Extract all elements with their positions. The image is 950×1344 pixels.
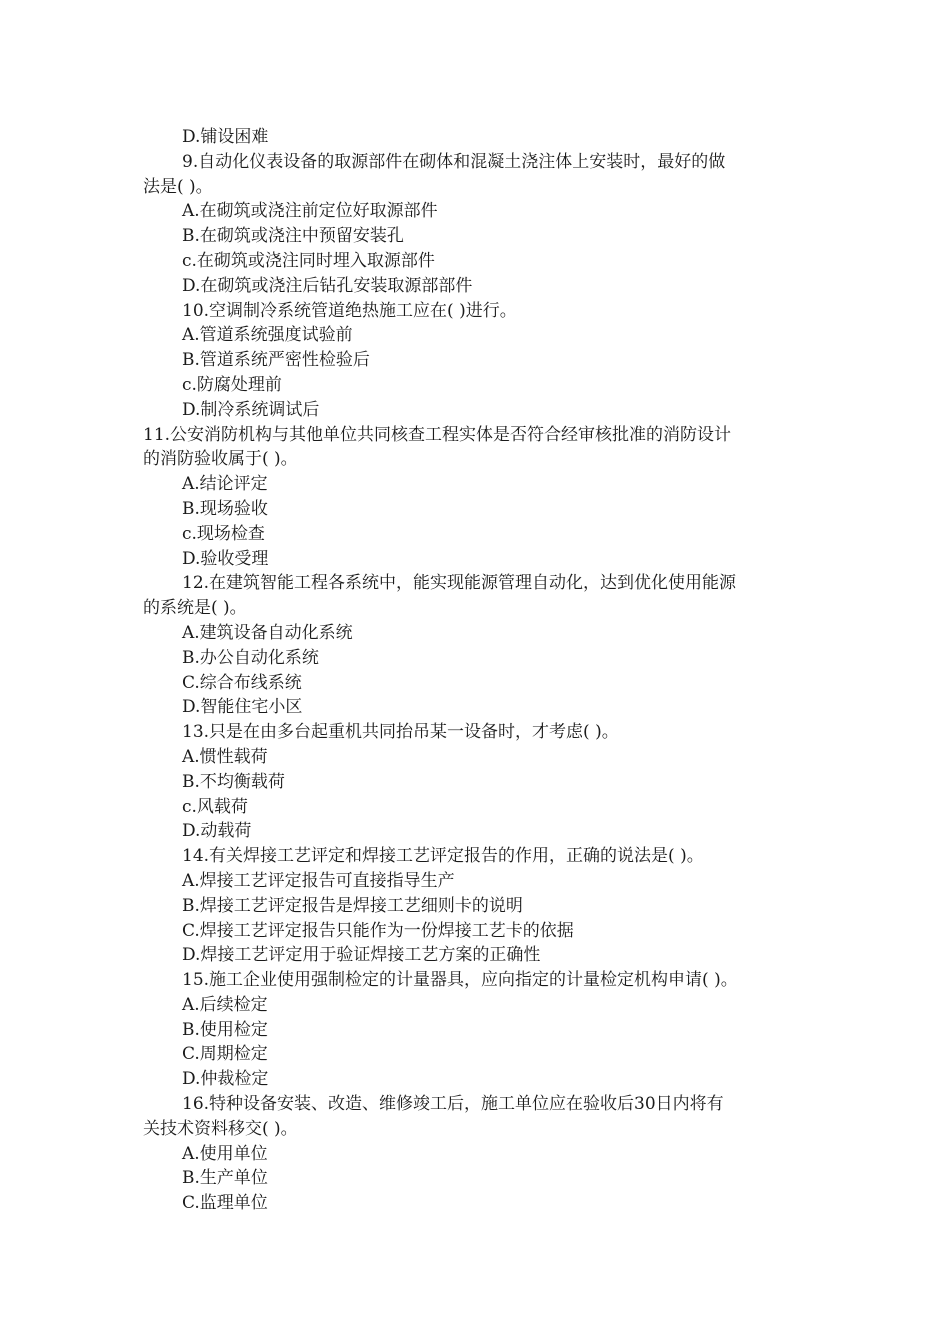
answer-option: B.使用检定 [182, 1019, 268, 1040]
answer-option: C.周期检定 [182, 1044, 268, 1065]
answer-option: A.使用单位 [182, 1143, 268, 1164]
answer-option: C.监理单位 [182, 1193, 268, 1214]
question-text-line: 法是( )。 [143, 176, 213, 197]
answer-option: D.制冷系统调试后 [182, 399, 320, 420]
answer-option: c.防腐处理前 [182, 374, 282, 395]
question-text-line: 的消防验收属于( )。 [143, 449, 298, 470]
answer-option: c.现场检查 [182, 523, 265, 544]
question-text-line: 11.公安消防机构与其他单位共同核查工程实体是否符合经审核批准的消防设计 [143, 424, 732, 445]
answer-option: B.焊接工艺评定报告是焊接工艺细则卡的说明 [182, 895, 523, 916]
answer-option: A.惯性载荷 [182, 746, 268, 767]
answer-option: C.综合布线系统 [182, 672, 302, 693]
answer-option: A.焊接工艺评定报告可直接指导生产 [182, 870, 455, 891]
answer-option: A.结论评定 [182, 474, 268, 495]
answer-option: C.焊接工艺评定报告只能作为一份焊接工艺卡的依据 [182, 920, 574, 941]
answer-option: B.管道系统严密性检验后 [182, 350, 370, 371]
answer-option: D.智能住宅小区 [182, 697, 303, 718]
question-text-line: 16.特种设备安装、改造、维修竣工后，施工单位应在验收后30日内将有 [182, 1094, 724, 1115]
answer-option: B.现场验收 [182, 498, 268, 519]
question-text-line: 15.施工企业使用强制检定的计量器具，应向指定的计量检定机构申请( )。 [182, 970, 738, 991]
answer-option: D.在砌筑或浇注后钻孔安装取源部部件 [182, 275, 473, 296]
answer-option: c.在砌筑或浇注同时埋入取源部件 [182, 250, 435, 271]
answer-option: B.在砌筑或浇注中预留安装孔 [182, 226, 404, 247]
question-text-line: 关技术资料移交( )。 [143, 1118, 298, 1139]
answer-option: A.建筑设备自动化系统 [182, 622, 353, 643]
answer-option: D.焊接工艺评定用于验证焊接工艺方案的正确性 [182, 945, 541, 966]
question-text-line: 的系统是( )。 [143, 598, 247, 619]
document-body [0, 125, 950, 1216]
answer-option: D.铺设困难 [182, 127, 269, 147]
answer-option: D.动载荷 [182, 821, 252, 842]
question-text-line: 9.自动化仪表设备的取源部件在砌体和混凝土浇注体上安装时，最好的做 [182, 151, 726, 172]
answer-option: D.验收受理 [182, 548, 269, 569]
answer-option: D.仲裁检定 [182, 1069, 269, 1090]
answer-option: A.管道系统强度试验前 [182, 325, 353, 346]
question-text-line: 10.空调制冷系统管道绝热施工应在( )进行。 [182, 300, 517, 321]
answer-option: A.在砌筑或浇注前定位好取源部件 [182, 201, 438, 222]
answer-option: A.后续检定 [182, 994, 268, 1015]
answer-option: c.风载荷 [182, 796, 248, 817]
question-text-line: 12.在建筑智能工程各系统中，能实现能源管理自动化，达到优化使用能源 [182, 573, 737, 594]
question-text-line: 13.只是在由多台起重机共同抬吊某一设备时，才考虑( )。 [182, 722, 619, 743]
answer-option: B.生产单位 [182, 1168, 268, 1189]
answer-option: B.不均衡载荷 [182, 771, 285, 792]
question-text-line: 14.有关焊接工艺评定和焊接工艺评定报告的作用，正确的说法是( )。 [182, 846, 704, 867]
answer-option: B.办公自动化系统 [182, 647, 319, 668]
